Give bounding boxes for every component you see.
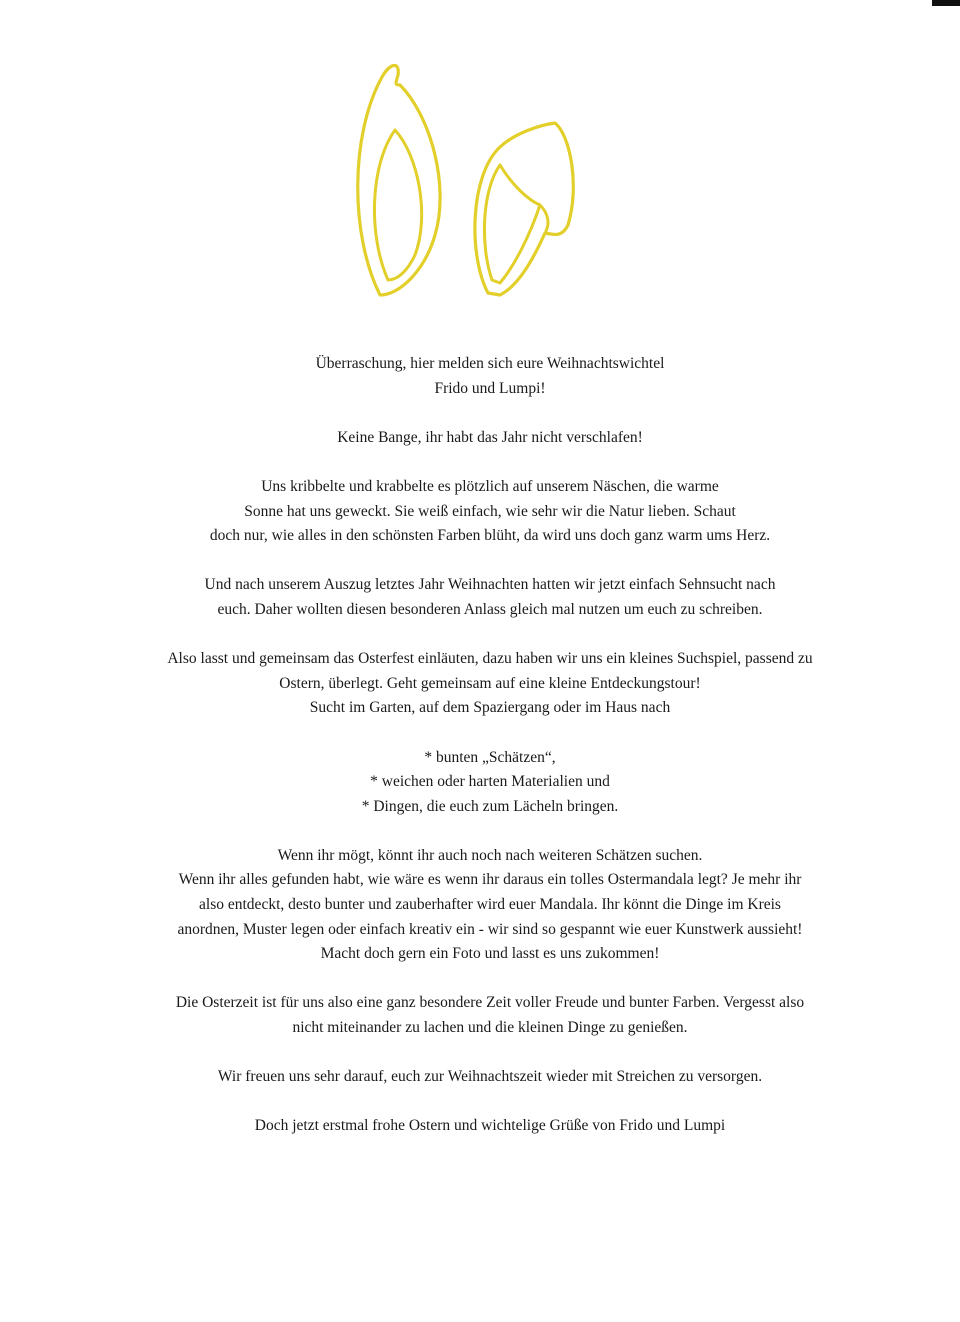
right-ear-inner: [484, 165, 540, 283]
para3-line-2: Ostern, überlegt. Geht gemeinsam auf eine kleine Entdeckungstour!: [279, 674, 701, 692]
paragraph-2: [70, 573, 910, 622]
list-item: * Dingen, die euch zum Lächeln bringen.: [361, 797, 619, 815]
para4-line-4: anordnen, Muster legen oder einfach kreativ ein - wir sind so gespannt wie euer Kunstwerk aussieht!: [177, 920, 803, 938]
para4-line-5: Macht doch gern ein Foto und lasst es uns zukommen!: [320, 945, 660, 963]
bunny-ears-icon: [340, 55, 600, 305]
closing-line: Doch jetzt erstmal frohe Ostern und wichtelige Grüße von Frido und Lumpi: [254, 1117, 726, 1135]
para1-line-3: doch nur, wie alles in den schönsten Farben blüht, da wird uns doch ganz warm ums Herz.: [209, 527, 771, 545]
left-ear-outer: [358, 65, 440, 295]
para5-line-2: nicht miteinander zu lachen und die kleinen Dinge zu genießen.: [292, 1019, 688, 1037]
para4-line-2: Wenn ihr alles gefunden habt, wie wäre es wenn ihr daraus ein tolles Ostermandala legt? Je mehr ihr: [178, 871, 802, 889]
reassure-line: Keine Bange, ihr habt das Jahr nicht verschlafen!: [337, 428, 643, 446]
paragraph-6: [70, 1065, 910, 1090]
para4-line-1: Wenn ihr mögt, könnt ihr auch noch nach weiteren Schätzen suchen.: [277, 846, 703, 864]
para1-line-2: Sonne hat uns geweckt. Sie weiß einfach, wie sehr wir die Natur lieben. Schaut: [244, 502, 736, 520]
paragraph-4: [70, 844, 910, 967]
right-ear-fold: [540, 205, 548, 231]
para2-line-1: Und nach unserem Auszug letztes Jahr Weihnachten hatten wir jetzt einfach Sehnsucht nach: [204, 576, 776, 594]
reassure-paragraph: [70, 426, 910, 451]
letter-body: [70, 352, 910, 1164]
para6-line: Wir freuen uns sehr darauf, euch zur Weihnachtszeit wieder mit Streichen zu versorgen.: [217, 1068, 763, 1086]
paragraph-3: [70, 647, 910, 721]
paragraph-5: [70, 991, 910, 1040]
para2-line-2: euch. Daher wollten diesen besonderen Anlass gleich mal nutzen um euch zu schreiben.: [217, 600, 763, 618]
para1-line-1: Uns kribbelte und krabbelte es plötzlich auf unserem Näschen, die warme: [261, 477, 719, 495]
scan-corner-mark: [932, 0, 960, 6]
para3-line-1: Also lasst und gemeinsam das Osterfest einläuten, dazu haben wir uns ein kleines Suchspiel, passend zu: [167, 650, 813, 668]
search-list: [70, 746, 910, 820]
paragraph-1: [70, 475, 910, 549]
para5-line-1: Die Osterzeit ist für uns also eine ganz besondere Zeit voller Freude und bunter Farben. Vergesst also: [175, 994, 805, 1012]
left-ear-inner: [374, 130, 421, 280]
para3-line-3: Sucht im Garten, auf dem Spaziergang oder im Haus nach: [309, 699, 671, 717]
para4-line-3: also entdeckt, desto bunter und zauberhafter wird euer Mandala. Ihr könnt die Dinge im Kreis: [199, 896, 781, 914]
greeting-line-1: Überraschung, hier melden sich eure Weihnachtswichtel: [315, 355, 665, 372]
greeting: [70, 352, 910, 401]
closing: [70, 1114, 910, 1139]
list-item: * bunten „Schätzen“,: [424, 748, 556, 766]
greeting-line-2: Frido und Lumpi!: [434, 379, 546, 397]
list-item: * weichen oder harten Materialien und: [370, 773, 610, 791]
